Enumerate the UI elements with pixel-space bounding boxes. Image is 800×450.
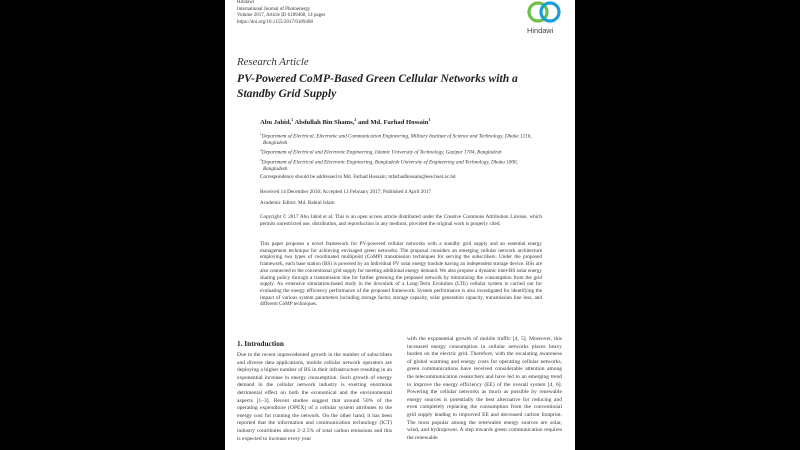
abstract: This paper proposes a novel framework for PV-powered cellular networks with a standby grid supply and an essential energy management technique for achieving envisaged green networks. The proposal considers an emerging cellular network architecture employing two types of coordinated multipoint (CoMP) transmission techniques for serving the subscribers. Under the proposed framework, each base station (BS) is powered by an individual PV solar energy module having an independent storage device. BSs are also connected to the conventional grid supply for meeting additional energy demand. We also propose a dynamic inter-BS solar energy sharing policy through a transmission line for further greening the proposed network by minimizing the consumption from the grid supply. An extensive simulation-based study in the downlink of a Long-Term Evolution (LTE) cellular system is carried out for evaluating the energy efficiency performance of the proposed framework. System performance is also investigated for identifying the impact of various system parameters including storage factor, storage capacity, solar generation capacity, transmission line loss, and different CoMP techniques. — [260, 241, 542, 308]
volume-line: Volume 2017, Article ID 6189468, 14 pages — [237, 13, 326, 19]
academic-editor: Academic Editor: Md. Rabiul Islam — [260, 200, 335, 206]
affiliation-text: Department of Electrical and Electronic Engineering, Islamic University of Technology, Gazipur 1704, Bangladesh — [261, 149, 502, 156]
affiliation — [260, 131, 542, 147]
correspondence: Correspondence should be addressed to Md. Farhad Hossain; mfarhadhossain@eee.buet.ac.bd — [260, 174, 456, 180]
logo-wordmark: Hindawi — [527, 26, 554, 35]
journal-header — [237, 0, 325, 26]
affiliation-sup: 2 — [260, 148, 262, 153]
article-type: Research Article — [237, 56, 309, 68]
intro-left-column: Due to the recent unprecedented growth in the number of subscribers and diverse data applications, mobile cellular network operators are deploying a higher number of BS in their infrastructure resulting in an exponential increase in energy consumption. Such growth of energy demand in the cellular network industry is exerting enormous detrimental effect on both the economical and the environmental aspects [1–3]. Recent studies suggest that around 50% of the operating expenditure (OPEX) of a cellular system attributes to the energy cost for running the network. On the other hand, it has been reported that the information and communication technology (ICT) industry contributes about 2–2.5% of total carbon emissions and this is expected to increase every year — [237, 352, 392, 442]
affiliation-text: Department of Electrical, Electronic and Communication Engineering, Military Institute of Science and Technology, Dhaka 1216, Bangladesh — [261, 133, 532, 147]
affiliation — [260, 147, 542, 156]
affiliations — [260, 131, 542, 173]
author-name: Abdullah Bin Shams, — [294, 119, 355, 127]
intro-right-column: with the exponential growth of mobile traffic [4, 5]. Moreover, this increased energy consumption in cellular networks places heavy burden on the electric grid. Therefore, with the escalating awareness of global warming and energy costs for operating cellular networks, green communications have received considerable attention among the telecommunication researchers and have led to an emerging trend to improve the energy efficiency (EE) of the overall system [4, 6]. Powering the cellular networks as much as possible by renewable energy sources is potentially the best alternative for reducing and even completely replacing the consumption from the conventional grid supply leading to improved EE and decreased carbon footprint. The most popular among the renewable energy sources are solar, wind, and hydropower. A step towards green communication requires the renewable — [407, 336, 562, 441]
publisher-name: Hindawi — [237, 0, 255, 5]
author-list — [260, 117, 430, 126]
doi-link[interactable]: https://doi.org/10.1155/2017/6189468 — [237, 19, 313, 25]
paper-page — [225, 0, 575, 450]
section-heading: 1. Introduction — [237, 339, 284, 348]
affiliation-sup: 3 — [260, 157, 262, 162]
copyright-notice: Copyright © 2017 Abu Jahid et al. This is an open access article distributed under the Creative Commons Attribution License, which permits unrestricted use, distribution, and reproduction in any medium, provided the original work is properly cited. — [260, 214, 542, 227]
author-sup: 2 — [354, 117, 357, 122]
affiliation-sup: 1 — [260, 132, 262, 136]
author-name: Abu Jahid, — [260, 119, 292, 127]
journal-name: International Journal of Photoenergy — [237, 6, 311, 12]
affiliation — [260, 157, 542, 173]
author-sup: 1 — [291, 117, 294, 122]
paper-title: PV-Powered CoMP-Based Green Cellular Networks with a Standby Grid Supply — [237, 72, 518, 100]
publication-dates: Received 14 December 2016; Accepted 13 February 2017; Published 4 April 2017 — [260, 189, 432, 195]
author-sup: 3 — [428, 117, 431, 122]
affiliation-text: Department of Electrical and Electronic Engineering, Bangladesh University of Engineering and Technology, Dhaka 1000, Bangladesh — [261, 159, 518, 173]
author-name: and Md. Farhad Hossain — [358, 119, 429, 127]
